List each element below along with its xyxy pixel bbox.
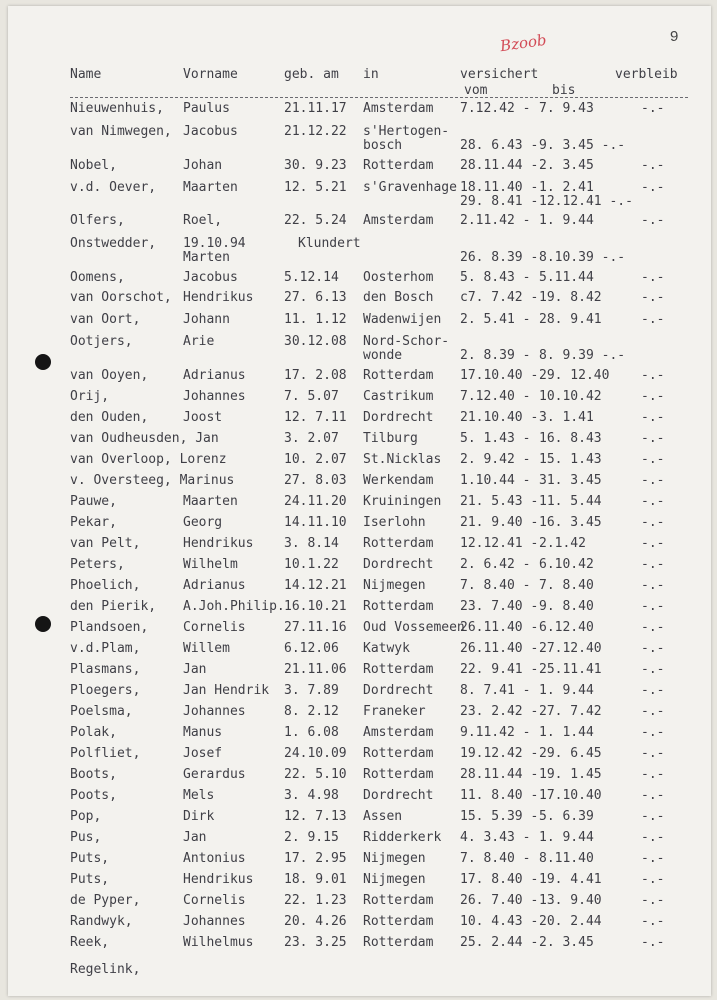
row-birth-place: Amsterdam [363,213,434,228]
row-name: van Ooyen, [70,368,149,383]
row-insured-from: 7. 8.40 - [460,851,531,866]
row-name: Pauwe, [70,494,117,509]
row-birth-date: 10.1.22 [284,557,339,572]
row-first-name: Wilhelm [183,557,238,572]
header-birth-place: in [363,67,379,82]
row-birth-date: 14.11.10 [284,515,347,530]
row-first-name: Joost [183,410,223,425]
row-insured-from: 17.10.40 - [460,368,539,383]
row-birth-place: St.Nicklas [363,452,442,467]
row-name: van Oort, [70,312,141,327]
row-name: Boots, [70,767,117,782]
header-rule [70,97,688,98]
header-birth-date: geb. am [284,67,339,82]
row-birth-date: 3. 4.98 [284,788,339,803]
row-name: Regelink, [70,962,141,977]
row-remaining: -.- [641,809,665,824]
row-remaining: -.- [641,683,665,698]
row-birth-date: 5.12.14 [284,270,339,285]
row-name: Pekar, [70,515,117,530]
row-first-name: Adrianus [183,578,246,593]
row-first-name: Gerardus [183,767,246,782]
row-insured-from: 7.12.40 - [460,389,531,404]
row-insured-to: 1. 9.44 [539,830,594,845]
row-birth-date: 3. 7.89 [284,683,339,698]
row-insured-to-cont: 9. 3.45 -.- [539,138,626,153]
row-first-name: Maarten [183,494,238,509]
row-name: van Pelt, [70,536,141,551]
row-insured-from: 2.11.42 - [460,213,531,228]
row-remaining: -.- [641,893,665,908]
row-name: van Oorschot, [70,290,172,305]
row-insured-to: 17.10.40 [539,788,602,803]
row-remaining: -.- [641,101,665,116]
row-insured-to: 9. 8.40 [539,599,594,614]
row-insured-to: 1. 9.44 [539,683,594,698]
row-remaining: -.- [641,746,665,761]
row-name: Nobel, [70,158,117,173]
row-insured-to: 11. 5.44 [539,494,602,509]
row-name: Poelsma, [70,704,133,719]
row-remaining: -.- [641,473,665,488]
row-remaining: -.- [641,662,665,677]
row-remaining: -.- [641,536,665,551]
row-insured-from: 22. 9.41 - [460,662,539,677]
row-first-name: Adrianus [183,368,246,383]
row-name: v. Oversteeg, Marinus [70,473,235,488]
row-first-name: Jan [183,662,207,677]
row-remaining: -.- [641,213,665,228]
row-first-name: Johannes [183,389,246,404]
row-name: van Overloop, Lorenz [70,452,227,467]
row-first-name: Johan [183,158,223,173]
row-first-name: Willem [183,641,230,656]
row-remaining: -.- [641,431,665,446]
row-birth-date: 14.12.21 [284,578,347,593]
row-birth-date: 6.12.06 [284,641,339,656]
row-name: Polak, [70,725,117,740]
row-remaining: -.- [641,312,665,327]
row-insured-from: 21.10.40 - [460,410,539,425]
row-birth-date: 20. 4.26 [284,914,347,929]
row-name: Ootjers, [70,334,133,349]
page-number: 9 [670,28,679,45]
row-birth-date: 22. 5.10 [284,767,347,782]
row-name: Orij, [70,389,110,404]
row-insured-from: 7. 8.40 - [460,578,531,593]
row-birth-place: den Bosch [363,290,434,305]
row-insured-to: 29. 12.40 [539,368,610,383]
row-insured-to: 2.1.42 [539,536,586,551]
row-name: van Oudheusden, Jan [70,431,219,446]
row-first-name: Arie [183,334,215,349]
row-first-name: Cornelis [183,893,246,908]
row-remaining: -.- [641,599,665,614]
row-birth-date: 3. 2.07 [284,431,339,446]
row-insured-to: 1. 9.44 [539,213,594,228]
row-first-name: Jan [183,830,207,845]
row-remaining: -.- [641,180,665,195]
row-insured-from: 23. 7.40 - [460,599,539,614]
row-insured-from: 12.12.41 - [460,536,539,551]
row-birth-place: Oud Vossemeen [363,620,465,635]
row-first-name: 19.10.94 [183,236,246,251]
row-insured-to: 15. 1.43 [539,452,602,467]
row-remaining: -.- [641,872,665,887]
row-name: de Pyper, [70,893,141,908]
row-birth-date: 1. 6.08 [284,725,339,740]
row-first-name: Mels [183,788,215,803]
row-insured-from-cont: 26. 8.39 - [460,250,539,265]
row-birth-place: Dordrecht [363,683,434,698]
row-insured-to: 25.11.41 [539,662,602,677]
row-remaining: -.- [641,830,665,845]
row-remaining: -.- [641,725,665,740]
row-name: Olfers, [70,213,125,228]
row-remaining: -.- [641,158,665,173]
row-name: Ploegers, [70,683,141,698]
row-insured-to: 13. 9.40 [539,893,602,908]
row-first-name: Hendrikus [183,536,254,551]
table-row [8,124,711,156]
row-insured-to: 10.10.42 [539,389,602,404]
row-insured-from: 5. 8.43 - [460,270,531,285]
row-insured-from: c7. 7.42 - [460,290,539,305]
row-insured-to-cont: 8. 9.39 -.- [539,348,626,363]
row-insured-from: 11. 8.40 - [460,788,539,803]
row-birth-date: 23. 3.25 [284,935,347,950]
row-birth-date: 24.10.09 [284,746,347,761]
row-birth-place: s'Hertogen- [363,124,450,139]
row-remaining: -.- [641,557,665,572]
row-insured-from: 8. 7.41 - [460,683,531,698]
table-row [8,334,711,366]
row-insured-from-cont: 28. 6.43 - [460,138,539,153]
row-name: Plandsoen, [70,620,149,635]
row-first-name: Antonius [183,851,246,866]
row-birth-place: Katwyk [363,641,410,656]
row-insured-to-cont: 8.10.39 -.- [539,250,626,265]
row-name: Phoelich, [70,578,141,593]
row-birth-date: 24.11.20 [284,494,347,509]
row-insured-from: 2. 9.42 - [460,452,531,467]
row-remaining: -.- [641,620,665,635]
row-insured-from: 1.10.44 - [460,473,531,488]
row-birth-date: 21.12.22 [284,124,347,139]
header-insured: versichert [460,67,539,82]
row-remaining: -.- [641,515,665,530]
row-remaining: -.- [641,389,665,404]
table-row [8,180,711,212]
row-insured-from: 25. 2.44 - [460,935,539,950]
row-birth-place: Nijmegen [363,851,426,866]
row-insured-from: 17. 8.40 - [460,872,539,887]
row-insured-to: 8.11.40 [539,851,594,866]
row-birth-date: 7. 5.07 [284,389,339,404]
row-name: den Ouden, [70,410,149,425]
row-insured-from: 28.11.44 - [460,158,539,173]
row-remaining: -.- [641,704,665,719]
row-remaining: -.- [641,270,665,285]
row-birth-place: Nijmegen [363,872,426,887]
row-insured-from: 15. 5.39 - [460,809,539,824]
row-birth-place: Rotterdam [363,746,434,761]
row-birth-date: 17. 2.08 [284,368,347,383]
row-insured-from: 4. 3.43 - [460,830,531,845]
row-birth-date: 2. 9.15 [284,830,339,845]
row-insured-from: 26. 7.40 - [460,893,539,908]
row-birth-date: 22. 5.24 [284,213,347,228]
row-insured-to: 20. 2.44 [539,914,602,929]
row-birth-place: Dordrecht [363,788,434,803]
row-name: den Pierik, [70,599,157,614]
row-remaining: -.- [641,494,665,509]
row-first-name: A.Joh.Philip. [183,599,285,614]
row-insured-to: 6.12.40 [539,620,594,635]
row-insured-from: 28.11.44 - [460,767,539,782]
row-birth-place: Iserlohn [363,515,426,530]
row-birth-place: Nijmegen [363,578,426,593]
row-birth-date: 17. 2.95 [284,851,347,866]
row-birth-place: Rotterdam [363,767,434,782]
row-birth-date: 27. 8.03 [284,473,347,488]
row-birth-place: Rotterdam [363,368,434,383]
row-insured-to: 19. 1.45 [539,767,602,782]
row-birth-date: 22. 1.23 [284,893,347,908]
row-insured-to-cont: 12.12.41 -.- [539,194,633,209]
row-first-name: Jacobus [183,270,238,285]
row-birth-date: 30. 9.23 [284,158,347,173]
row-remaining: -.- [641,578,665,593]
row-insured-to: 3. 1.41 [539,410,594,425]
row-birth-date: 10. 2.07 [284,452,347,467]
row-name: Puts, [70,851,110,866]
row-insured-to: 19. 8.42 [539,290,602,305]
row-birth-place: Amsterdam [363,725,434,740]
row-birth-date: 12. 5.21 [284,180,347,195]
row-remaining: -.- [641,935,665,950]
row-birth-place: Rotterdam [363,935,434,950]
row-birth-place: Castrikum [363,389,434,404]
row-birth-date: 16.10.21 [284,599,347,614]
row-birth-place: Dordrecht [363,410,434,425]
row-insured-to: 6.10.42 [539,557,594,572]
row-insured-to: 7. 8.40 [539,578,594,593]
row-birth-place: Assen [363,809,403,824]
row-name: Pop, [70,809,102,824]
row-insured-from: 21. 5.43 - [460,494,539,509]
row-birth-place: Rotterdam [363,662,434,677]
row-birth-place-cont: wonde [363,348,403,363]
row-insured-to: 16. 3.45 [539,515,602,530]
table-row [8,962,711,994]
row-insured-from: 23. 2.42 - [460,704,539,719]
row-insured-to: 5.11.44 [539,270,594,285]
row-birth-date: 12. 7.11 [284,410,347,425]
row-birth-place: Rotterdam [363,158,434,173]
row-insured-from: 7.12.42 - [460,101,531,116]
row-birth-date: 11. 1.12 [284,312,347,327]
row-name: Polfliet, [70,746,141,761]
row-insured-from: 5. 1.43 - [460,431,531,446]
row-insured-from: 26.11.40 - [460,620,539,635]
row-birth-place: Franeker [363,704,426,719]
row-birth-place: Nord-Schor- [363,334,450,349]
row-birth-place: Dordrecht [363,557,434,572]
row-birth-place: Rotterdam [363,914,434,929]
row-insured-to: 29. 6.45 [539,746,602,761]
table-row [8,236,711,268]
row-first-name: Hendrikus [183,872,254,887]
row-insured-to: 1. 1.44 [539,725,594,740]
row-birth-date: 27.11.16 [284,620,347,635]
row-birth-place: Ridderkerk [363,830,442,845]
row-birth-place: Oosterhom [363,270,434,285]
row-name: Nieuwenhuis, [70,101,164,116]
row-first-name: Cornelis [183,620,246,635]
row-birth-place: Rotterdam [363,893,434,908]
row-insured-from: 26.11.40 - [460,641,539,656]
row-first-name: Wilhelmus [183,935,254,950]
row-first-name: Johannes [183,704,246,719]
row-birth-place: Rotterdam [363,536,434,551]
row-first-name: Hendrikus [183,290,254,305]
row-first-name: Dirk [183,809,215,824]
row-remaining: -.- [641,290,665,305]
row-remaining: -.- [641,641,665,656]
row-remaining: -.- [641,851,665,866]
row-birth-place: Tilburg [363,431,418,446]
row-birth-date: 12. 7.13 [284,809,347,824]
row-birth-place: Rotterdam [363,599,434,614]
row-remaining: -.- [641,452,665,467]
row-insured-from: 10. 4.43 - [460,914,539,929]
row-name: Oomens, [70,270,125,285]
row-insured-to: 16. 8.43 [539,431,602,446]
row-insured-from: 21. 9.40 - [460,515,539,530]
row-remaining: -.- [641,788,665,803]
row-insured-to: 1. 2.41 [539,180,594,195]
row-remaining: -.- [641,914,665,929]
row-birth-place: Werkendam [363,473,434,488]
row-birth-date: 30.12.08 [284,334,347,349]
row-insured-to: 27.12.40 [539,641,602,656]
row-birth-date: 21.11.06 [284,662,347,677]
row-birth-date: 21.11.17 [284,101,347,116]
row-name: Reek, [70,935,110,950]
row-insured-to: 5. 6.39 [539,809,594,824]
row-name: Peters, [70,557,125,572]
row-first-name: Paulus [183,101,230,116]
row-insured-from: 2. 6.42 - [460,557,531,572]
header-remaining: verbleib [615,67,678,82]
row-birth-date: 18. 9.01 [284,872,347,887]
row-first-name: Josef [183,746,223,761]
row-name: Randwyk, [70,914,133,929]
row-birth-date: 27. 6.13 [284,290,347,305]
header-first-name: Vorname [183,67,238,82]
row-birth-place: Kruiningen [363,494,442,509]
row-birth-place: Wadenwijen [363,312,442,327]
row-insured-to: 19. 4.41 [539,872,602,887]
row-insured-from-cont: 29. 8.41 - [460,194,539,209]
row-first-name: Johann [183,312,230,327]
row-first-name: Manus [183,725,223,740]
row-first-name: Georg [183,515,223,530]
row-name: Poots, [70,788,117,803]
row-name: Puts, [70,872,110,887]
row-name: v.d. Oever, [70,180,157,195]
row-insured-from: 2. 5.41 - [460,312,531,327]
handwritten-annotation: Bzoob [498,30,548,56]
row-insured-to: 27. 7.42 [539,704,602,719]
row-name: Pus, [70,830,102,845]
row-insured-to: 7. 9.43 [539,101,594,116]
header-from: vom [464,83,488,98]
row-birth-place-cont: bosch [363,138,403,153]
row-birth-date: 3. 8.14 [284,536,339,551]
row-birth-date: 8. 2.12 [284,704,339,719]
row-birth-place: s'Gravenhage [363,180,457,195]
document-page [8,6,711,996]
row-insured-to: 28. 9.41 [539,312,602,327]
row-birth-place: Amsterdam [363,101,434,116]
row-remaining: -.- [641,410,665,425]
row-name: Plasmans, [70,662,141,677]
row-first-name-cont: Marten [183,250,230,265]
row-insured-to: 31. 3.45 [539,473,602,488]
row-remaining: -.- [641,368,665,383]
row-insured-from: 18.11.40 - [460,180,539,195]
row-first-name: Maarten [183,180,238,195]
row-first-name: Johannes [183,914,246,929]
row-name: van Nimwegen, [70,124,172,139]
row-first-name: Jan Hendrik [183,683,270,698]
header-name: Name [70,67,102,82]
row-insured-from: 19.12.42 - [460,746,539,761]
row-first-name: Jacobus [183,124,238,139]
row-insured-to: 2. 3.45 [539,158,594,173]
row-birth-place: Klundert [298,236,361,251]
row-insured-from: 9.11.42 - [460,725,531,740]
row-name: v.d.Plam, [70,641,141,656]
row-remaining: -.- [641,767,665,782]
row-first-name: Roel, [183,213,223,228]
row-insured-to: 2. 3.45 [539,935,594,950]
row-name: Onstwedder, [70,236,157,251]
row-insured-from-cont: 2. 8.39 - [460,348,531,363]
header-to: bis [552,83,576,98]
